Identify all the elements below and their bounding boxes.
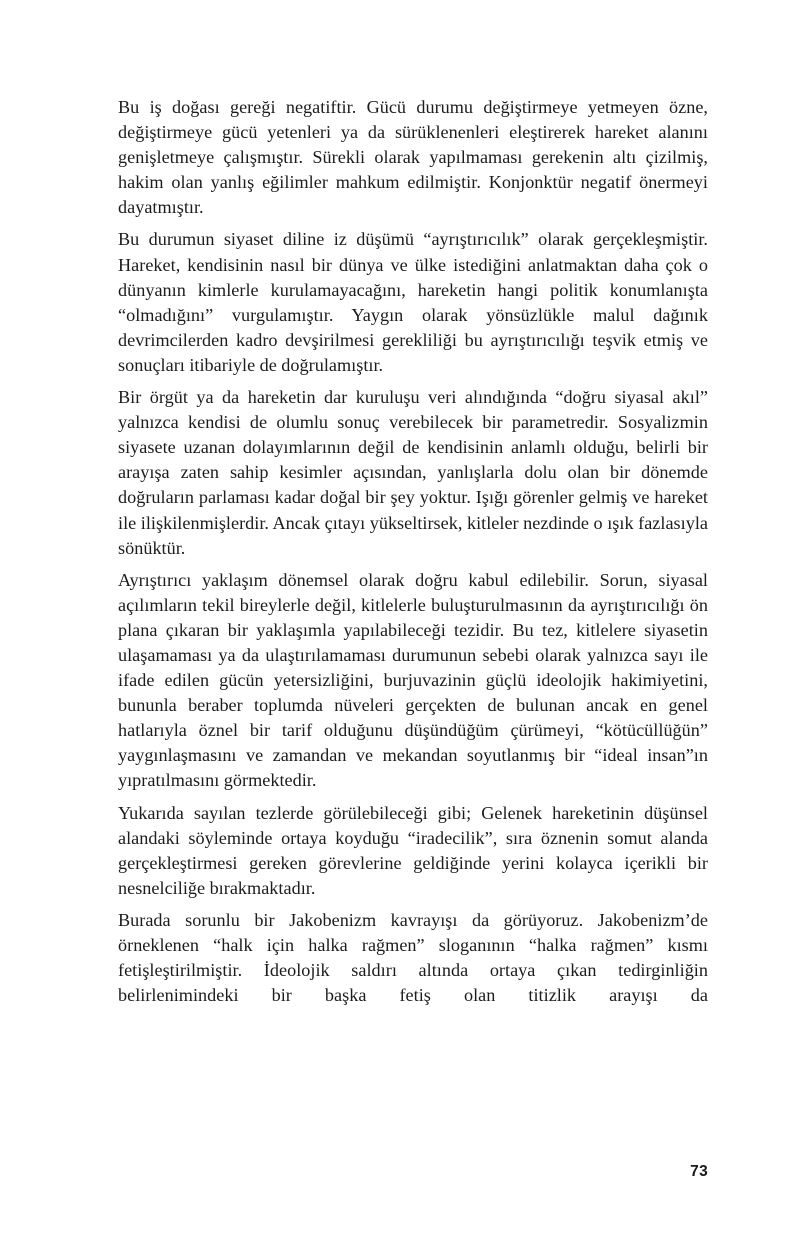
body-paragraph-2: Bu durumun siyaset diline iz düşümü “ayrıştırıcılık” olarak gerçekleşmiştir. Hareket, kendisinin nasıl bir dünya ve ülke istediğini anlatmaktan daha çok o dünyanın kimlerle kurulamayacağını, hareketin hangi politik konumlanışta “olmadığını” vurgulamıştır. Yaygın olarak yönsüzlükle malul dağınık devrimcilerden kadro devşirilmesi gerekliliği bu ayrıştırıcılığı teşvik etmiş ve sonuçları itibariyle de doğrulamıştır. <box>118 229 708 375</box>
body-paragraph-3: Bir örgüt ya da hareketin dar kuruluşu veri alındığında “doğru siyasal akıl” yalnızca kendisi de olumlu sonuç verebilecek bir parametredir. Sosyalizmin siyasete uzanan dolayımlarının değil de kendisinin anlamlı olduğu, belirli bir arayışa zaten sahip kesimler açısından, yanlışlarla dolu olan bir dönemde doğruların parlaması kadar doğal bir şey yoktur. Işığı görenler gelmiş ve hareket ile ilişkilenmişlerdir. Ancak çıtayı yükseltirsek, kitleler nezdinde o ışık fazlasıyla sönüktür. <box>118 387 708 558</box>
body-paragraph-1: Bu iş doğası gereği negatiftir. Gücü durumu değiştirmeye yetmeyen özne, değiştirmeye gücü yetenleri ya da sürüklenenleri eleştirerek hareket alanını genişletmeye çalışmıştır. Sürekli olarak yapılmaması gerekenin altı çizilmiş, hakim olan yanlış eğilimler mahkum edilmiştir. Konjonktür negatif önermeyi dayatmıştır. <box>118 97 708 218</box>
body-paragraph-5: Yukarıda sayılan tezlerde görülebileceği gibi; Gelenek hareketinin düşünsel alandaki söyleminde ortaya koyduğu “iradecilik”, sıra öznenin somut alanda gerçekleştirmesi gereken görevlerine geldiğinde yerini kolayca içerikli bir nesnelciliğe bırakmaktadır. <box>118 802 708 898</box>
page-number: 73 <box>690 1163 708 1180</box>
body-paragraph-4: Ayrıştırıcı yaklaşım dönemsel olarak doğru kabul edilebilir. Sorun, siyasal açılımların tekil bireylerle değil, kitlelerle buluşturulmasının da ayrıştırıcılığı ön plana çıkaran bir yaklaşımla yapılabileceği tezidir. Bu tez, kitlelere siyasetin ulaşamaması ya da ulaştırılamaması durumunun sebebi olarak yalnızca sayı ile ifade edilen gücün yetersizliğini, burjuvazinin güçlü ideolojik hakimiyetini, bununla beraber toplumda nüveleri gerçekten de bulunan ancak en genel hatlarıyla öznel bir tarif olduğunu düşündüğüm çürümeyi, “kötücüllüğün” yaygınlaşmasını ve zamandan ve mekandan soyutlanmış bir “ideal insan”ın yıpratılmasını görmektedir. <box>118 569 708 791</box>
body-paragraph-6: Burada sorunlu bir Jakobenizm kavrayışı da görüyoruz. Jakobenizm’de örneklenen “halk için halka rağmen” sloganının “halka rağmen” kısmı fetişleştirilmiştir. İdeolojik saldırı altında ortaya çıkan tedirginliğin belirlenimindeki bir başka fetiş olan titizlik arayışı da <box>118 909 708 1006</box>
body-text-column <box>118 95 708 1008</box>
